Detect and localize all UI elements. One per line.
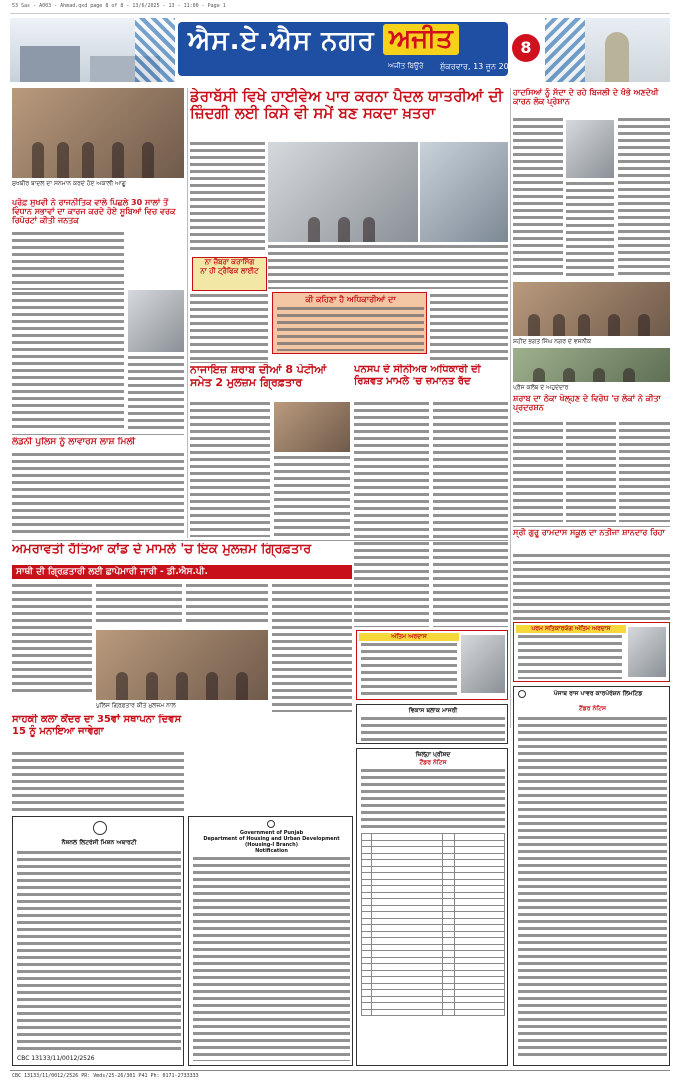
issue-date: ਸ਼ੁੱਕਰਵਾਰ, 13 ਜੂਨ 2025 [440, 62, 519, 71]
right-group-photo-2 [513, 348, 670, 382]
pspcl-tender-label: ਟੈਂਡਰ ਨੋਟਿਸ [578, 705, 607, 712]
govt-branch: (Housing-I Branch) [245, 842, 298, 848]
literacy-mission-ad [12, 816, 184, 1066]
obituary-portrait [628, 627, 666, 677]
right-article-2-text-1 [513, 422, 563, 522]
obituary-ad-title: ਪਰਮ ਸਤਿਕਾਰਯੋਗ ਅੰਤਿਮ ਅਰਦਾਸ [516, 625, 626, 633]
liquor-text-2 [274, 456, 350, 537]
liquor-headline: ਨਾਜਾਇਜ਼ ਸ਼ਰਾਬ ਦੀਆਂ 8 ਪੇਟੀਆਂ ਸਮੇਤ 2 ਮੁਲਜ਼ਮ ਗ੍ਰਿਫ਼ਤਾਰ [190, 364, 327, 389]
right-headline-2: ਸ਼ਰਾਬ ਦਾ ਠੇਕਾ ਖੋਲ੍ਹਣ ਦੇ ਵਿਰੋਧ 'ਚ ਲੋਕਾਂ ਨੇ ਕੀਤਾ ਪ੍ਰਦਰਸ਼ਨ [513, 394, 661, 413]
left-headline-1: ਪ੍ਰੋਫ਼ ਸੁਖਵੀ ਨੇ ਰਾਜਨੀਤਿਕ ਵਾਲੇ ਪਿਛਲੇ 30 ਸਾਲਾਂ ਤੋਂ ਵਿਧਾਨ ਸਭਾਵਾਂ ਦਾ ਕਾਰਜ ਕਰਦੇ ਹੋਏ ਸੂਬਿਆਂ ਵਿਚ ਵਰਕ ਰਿਪੋਰਟਾਂ ਕੀਤੀ ਜਨਤਕ [12, 198, 176, 226]
obituary-ad-middle-title: ਅੰਤਿਮ ਅਰਦਾਸ [359, 633, 459, 641]
masthead-banner [178, 22, 519, 76]
left-top-photo [12, 88, 184, 178]
right-headline-3: ਸ੍ਰੀ ਗੁਰੂ ਰਾਮਦਾਸ ਸਕੂਲ ਦਾ ਨਤੀਜਾ ਸ਼ਾਨਦਾਰ ਰਿਹਾ [513, 528, 665, 537]
right-article-1-text-2 [618, 118, 670, 278]
bribery-text-1 [354, 402, 429, 627]
left-portrait-photo [128, 290, 184, 352]
murder-arrest-photo [96, 630, 268, 700]
murder-photo-caption: ਪੁਲਿਸ ਗ੍ਰਿਫ਼ਤਾਰ ਕੀਤੇ ਮੁਲਜ਼ਮ ਨਾਲ [96, 702, 176, 709]
masthead-left-image [10, 18, 175, 82]
masthead [10, 16, 670, 84]
right-article-2-text-2 [566, 422, 616, 522]
zila-parishad-tender-ad [356, 748, 508, 1066]
literacy-ad-code: CBC 13133/11/0012/2526 [17, 1055, 95, 1062]
bureau-label: ਅਜੀਤ ਬਿਊਰੋ [388, 62, 424, 70]
main-article-body [268, 245, 508, 289]
right-article-2-text-3 [619, 422, 670, 522]
block-ad-title: ਵਿਕਾਸ ਬਲਾਕ ਮਾਜਰੀ [408, 707, 458, 714]
zila-parishad-subtitle: ਟੈਂਡਰ ਨੋਟਿਸ [419, 759, 447, 766]
literacy-ad-title: ਨੈਸ਼ਨਲ ਲਿਟਰੇਸੀ ਮਿਸ਼ਨ ਅਥਾਰਟੀ [61, 839, 137, 846]
right-article-3-text [513, 554, 670, 620]
right-portrait-photo [566, 120, 614, 178]
murder-text-3 [186, 584, 268, 626]
govt-dept: Department of Housing and Urban Development [203, 836, 340, 842]
tender-table [361, 833, 505, 1016]
left-article-1-text-side [128, 356, 184, 432]
main-article-lead [190, 142, 265, 254]
quote-title: ਕੀ ਕਹਿਣਾ ਹੈ ਅਧਿਕਾਰੀਆਂ ਦਾ [305, 295, 396, 304]
right-headline-1: ਹਾਦਸਿਆਂ ਨੂੰ ਸੱਦਾ ਦੇ ਰਹੇ ਬਿਜਲੀ ਦੇ ਖੰਭੇ ਅਣਦੇਖੀ ਕਾਰਨ ਲੋਕ ਪ੍ਰੇਸ਼ਾਨ [513, 88, 659, 107]
page-number: 8 [512, 34, 540, 62]
liquor-photo [274, 402, 350, 452]
print-slug: 53 Sas - A003 - Ahmad.qxd page 8 of 8 - 13/6/2025 - 13 - 11:00 - Page 1 [10, 0, 670, 14]
obituary-ad-middle [356, 630, 508, 700]
murder-headline: ਅਮਰਾਵਤੀ ਹੱਤਿਆ ਕਾਂਡ ਦੇ ਮਾਮਲੇ 'ਚ ਇਕ ਮੁਲਜ਼ਮ ਗ੍ਰਿਫ਼ਤਾਰ [12, 543, 312, 557]
left-photo-caption: ਸੁਖਬੀਰ ਬਾਦਲ ਦਾ ਸਨਮਾਨ ਕਰਦੇ ਹੋਏ ਅਕਾਲੀ ਆਗੂ [12, 180, 126, 187]
main-article-col1 [190, 294, 268, 360]
zila-parishad-title: ਜ਼ਿਲ੍ਹਾ ਪ੍ਰੀਸ਼ਦ [415, 751, 451, 758]
left-headline-2: ਲੰਡਨੀ ਪੁਲਿਸ ਨੂੰ ਲਾਵਾਰਸ ਲਾਸ਼ ਮਿਲੀ [12, 437, 136, 447]
main-headline: ਡੇਰਾਬੱਸੀ ਵਿਖੇ ਹਾਈਵੇਅ ਪਾਰ ਕਰਨਾ ਪੈਦਲ ਯਾਤਰੀਆਂ ਦੀ ਜ਼ਿੰਦਗੀ ਲਈ ਕਿਸੇ ਵੀ ਸਮੇਂ ਬਣ ਸਕਦਾ ਖ਼ਤਰਾ [190, 88, 503, 123]
murder-subhead-bar: ਸਾਥੀ ਦੀ ਗ੍ਰਿਫ਼ਤਾਰੀ ਲਈ ਛਾਪੇਮਾਰੀ ਜਾਰੀ - ਡੀ.ਐਸ.ਪੀ. [12, 565, 352, 579]
highway-photo-2 [420, 142, 508, 242]
foundation-headline: ਸਾਹਕੀ ਕਲਾ ਕੇਂਦਰ ਦਾ 35ਵਾਂ ਸਥਾਪਨਾ ਦਿਵਸ 15 ਨੂੰ ਮਨਾਇਆ ਜਾਵੇਗਾ [12, 714, 182, 737]
govt-notification-ad [188, 816, 353, 1066]
left-article-2-text [12, 453, 184, 537]
no-crossing-callout: ਨਾ ਜ਼ੈਬਰਾ ਕਰਾਸਿੰਗ ਨਾ ਹੀ ਟ੍ਰੈਫਿਕ ਲਾਈਟ [192, 257, 267, 291]
masthead-right-image [545, 18, 670, 82]
bribery-text-2 [433, 402, 508, 627]
govt-notification-label: Notification [255, 848, 288, 854]
bribery-headline: ਪਨਸਪ ਦੇ ਸੀਨੀਅਰ ਅਧਿਕਾਰੀ ਦੀ ਰਿਸ਼ਵਤ ਮਾਮਲੇ 'ਚ ਜ਼ਮਾਨਤ ਰੱਦ [354, 364, 481, 387]
govt-title: Government of Punjab [239, 830, 304, 836]
murder-text-4 [272, 584, 352, 712]
right-article-1-text-3 [566, 182, 614, 278]
right-photo-caption-1: ਸ਼ਹੀਦ ਭਗਤ ਸਿੰਘ ਨਗਰ ਦੇ ਵਸਨੀਕ [513, 338, 592, 345]
murder-text-2 [96, 584, 182, 626]
print-footer: CBC 13133/11/0012/2526 PR: Vmds/25-26/301 P41 Ph: 0171-2733333 [10, 1070, 670, 1086]
edition-title: ਐਸ.ਏ.ਐਸ ਨਗਰ [188, 26, 375, 56]
block-development-ad [356, 704, 508, 744]
obituary-middle-portrait [461, 635, 505, 693]
obituary-ad-right [513, 622, 670, 682]
pspcl-tender-ad [513, 686, 670, 1066]
highway-photo-1 [268, 142, 418, 242]
pspcl-ad-title: ਪੰਜਾਬ ਰਾਜ ਪਾਵਰ ਕਾਰਪੋਰੇਸ਼ਨ ਲਿਮਟਿਡ [553, 690, 643, 697]
right-article-1-text [513, 118, 563, 278]
foundation-text [12, 752, 184, 812]
officials-quote-box [272, 292, 427, 354]
right-group-photo-1 [513, 282, 670, 336]
newspaper-brand: ਅਜੀਤ [383, 24, 459, 55]
right-photo-caption-2: ਪ੍ਰੈਸ ਕਲੱਬ ਦੇ ਅਹੁਦੇਦਾਰ [513, 384, 569, 391]
main-article-col3 [430, 294, 508, 360]
left-article-1-text [12, 232, 124, 290]
murder-text-1 [12, 584, 92, 696]
left-article-1-text-cont [12, 292, 124, 432]
liquor-text-1 [190, 402, 270, 537]
